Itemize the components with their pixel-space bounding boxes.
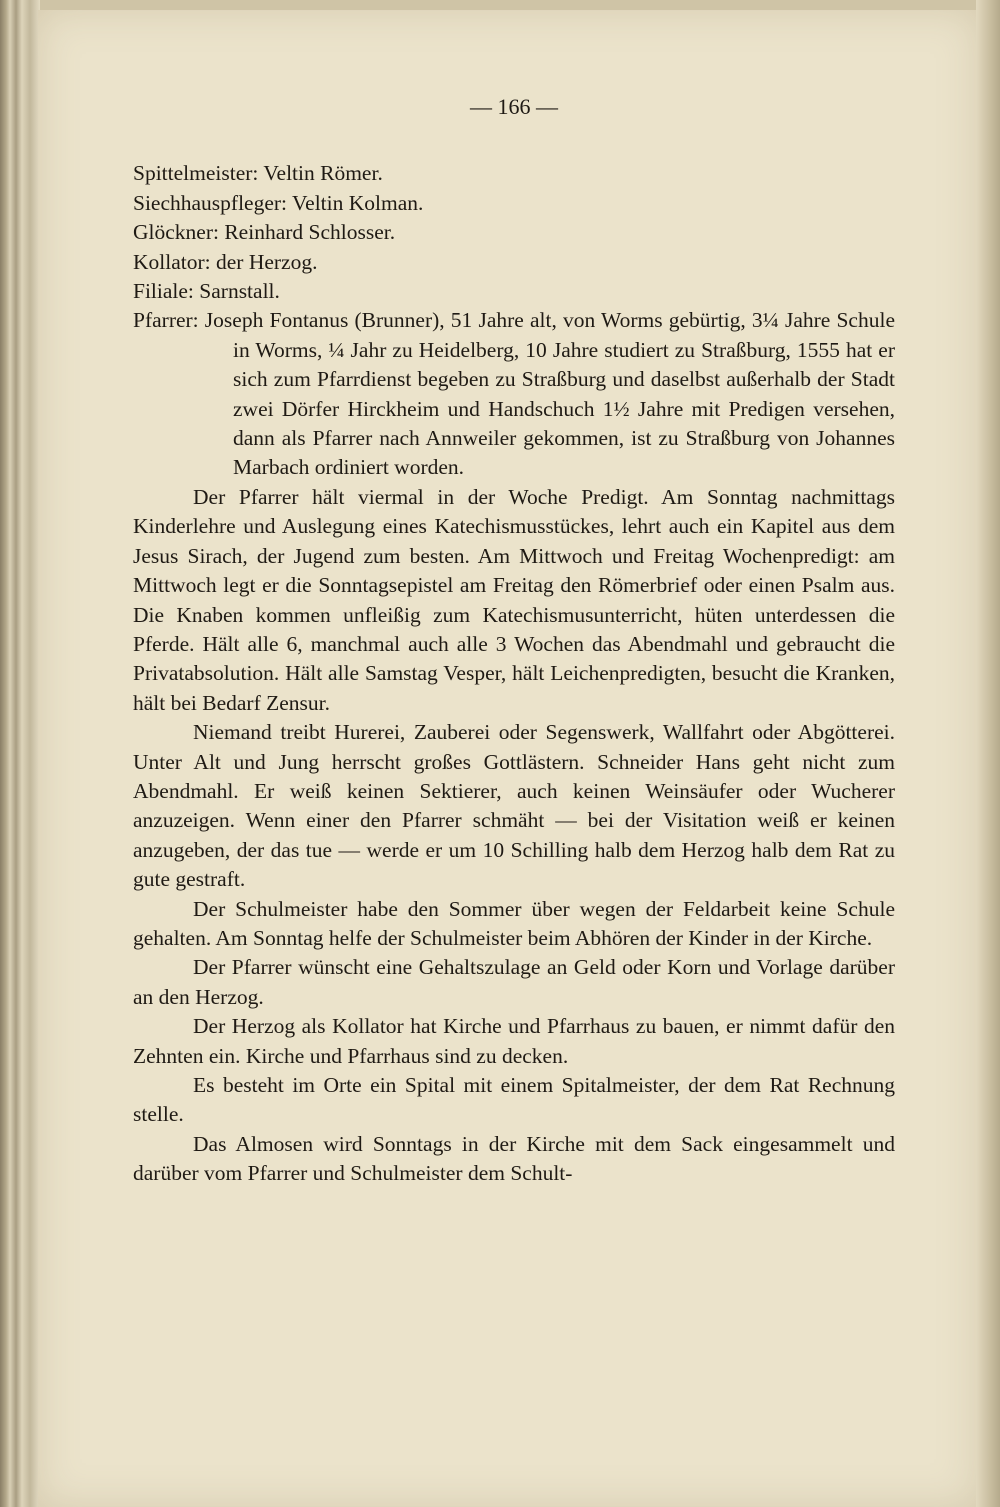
paragraph: Niemand treibt Hurerei, Zauberei oder Segenswerk, Wallfahrt oder Abgötterei. Unter Alt und Jung herrscht großes Gottlästern. Schneider Hans geht nicht zum Abendmahl. Er weiß keinen Sektierer, auch keinen Weinsäufer oder Wucherer anzuzeigen. Wenn einer den Pfarrer schmäht — bei der Visitation weiß er keinen anzugeben, der das tue — werde er um 10 Schilling halb dem Herzog halb dem Rat zu gute gestraft. [133,720,895,892]
list-item: Glöckner: Reinhard Schlosser. [133,220,396,245]
pfarrer-entry: Pfarrer: Joseph Fontanus (Brunner), 51 Jahre alt, von Worms gebürtig, 3¼ Jahre Schule in Worms, ¼ Jahr zu Heidelberg, 10 Jahre studiert zu Straßburg, 1555 hat er sich zum Pfarrdienst begeben zu Straßburg und daselbst außerhalb der Stadt zwei Dörfer Hirckheim und Handschuch 1½ Jahre mit Predigen versehen, dann als Pfarrer nach Annweiler gekommen, ist zu Straßburg von Johannes Marbach ordiniert worden. [133,308,895,480]
list-item: Kollator: der Herzog. [133,249,318,274]
paragraph: Es besteht im Orte ein Spital mit einem Spitalmeister, der dem Rat Rechnung stelle. [133,1073,895,1127]
paragraph: Der Pfarrer hält viermal in der Woche Predigt. Am Sonntag nachmittags Kinderlehre und Auslegung eines Katechismusstückes, lehrt auch ein Kapitel aus dem Jesus Sirach, der Jugend zum besten. Am Mittwoch und Freitag Wochenpredigt: am Mittwoch legt er die Sonntagsepistel am Freitag den Römerbrief oder einen Psalm aus. Die Knaben kommen unfleißig zum Katechismusunterricht, hüten unterdessen die Pferde. Hält alle 6, manchmal auch alle 3 Wochen das Abendmahl und gebraucht die Privatabsolution. Hält alle Samstag Vesper, hält Leichenpredigten, besucht die Kranken, hält bei Bedarf Zensur. [133,484,895,715]
page-text [133,92,895,1189]
list-item: Spittelmeister: Veltin Römer. [133,161,383,186]
page-number: — 166 — [470,94,558,119]
list-item: Siechhauspfleger: Veltin Kolman. [133,190,424,215]
paragraph: Der Pfarrer wünscht eine Gehaltszulage an Geld oder Korn und Vorlage darüber an den Herzog. [133,955,895,1009]
list-item: Filiale: Sarnstall. [133,279,280,304]
paragraph: Der Herzog als Kollator hat Kirche und Pfarrhaus zu bauen, er nimmt dafür den Zehnten ein. Kirche und Pfarrhaus sind zu decken. [133,1014,895,1068]
paragraph: Der Schulmeister habe den Sommer über wegen der Feldarbeit keine Schule gehalten. Am Sonntag helfe der Schulmeister beim Abhören der Kinder in der Kirche. [133,896,895,950]
page-edge [976,0,1000,1507]
paragraph: Das Almosen wird Sonntags in der Kirche mit dem Sack eingesammelt und darüber vom Pfarrer und Schulmeister dem Schult- [133,1131,895,1186]
book-spine [0,0,40,1507]
